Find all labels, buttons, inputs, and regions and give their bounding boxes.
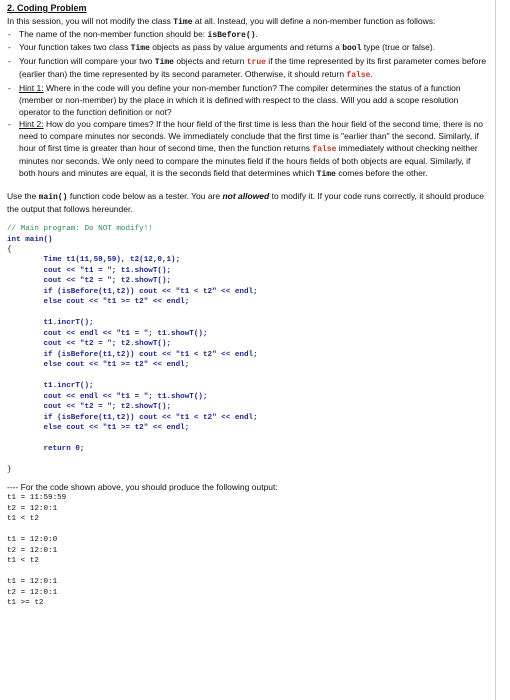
- code-line: t1.incrT();: [7, 382, 94, 391]
- list-item: [7, 118, 489, 181]
- tester-emphasis: not allowed: [222, 190, 270, 201]
- code-line: int main(): [7, 235, 53, 244]
- hint-label: Hint 2:: [19, 118, 44, 129]
- bullet-text: Your function takes two class: [19, 42, 131, 53]
- code-line: [7, 308, 489, 318]
- hint-label: Hint 1:: [19, 82, 44, 93]
- bullet-keyword: false: [346, 71, 371, 81]
- bullet-text: .: [370, 69, 373, 80]
- code-line: if (isBefore(t1,t2)) cout << "t1 < t2" << endl;: [7, 413, 258, 422]
- output-line: t1 = 11:59:59: [7, 494, 67, 503]
- code-line: return 0;: [7, 444, 85, 453]
- code-line: cout << "t2 = "; t2.showT();: [7, 403, 172, 412]
- list-item: [7, 82, 489, 118]
- tester-text: function code below as a tester. You are: [67, 190, 223, 201]
- code-line: // Main program: Do NOT modify!!: [7, 225, 153, 234]
- code-line: {: [7, 246, 12, 255]
- bullet-text: comes before the other.: [335, 168, 428, 179]
- output-line: t1 = 12:0:1: [7, 578, 58, 587]
- code-block: [7, 224, 489, 475]
- bullet-text: .: [255, 29, 258, 40]
- bullet-text: Your function will compare your two: [19, 55, 155, 66]
- code-line: cout << "t2 = "; t2.showT();: [7, 340, 172, 349]
- code-line: if (isBefore(t1,t2)) cout << "t1 < t2" << endl;: [7, 287, 258, 296]
- tester-text: to modify it. If your code runs correctly, it should produce the output that follows hereunder.: [7, 190, 485, 215]
- bullet-keyword: false: [312, 144, 337, 154]
- code-line: [7, 454, 489, 464]
- output-line: t1 < t2: [7, 515, 39, 524]
- tester-text: Use the: [7, 190, 39, 201]
- list-item: [7, 41, 489, 54]
- tester-code: main(): [38, 192, 68, 202]
- intro-text: In this session, you will not modify the class: [7, 15, 174, 26]
- code-line: else cout << "t1 >= t2" << endl;: [7, 298, 190, 307]
- list-item: [7, 55, 489, 82]
- code-line: Time t1(11,59,59), t2(12,0,1);: [7, 256, 181, 265]
- output-line: t1 = 12:0:0: [7, 536, 58, 545]
- output-line: [7, 567, 489, 577]
- bullet-text: objects and return: [173, 55, 247, 66]
- output-line: t2 = 12:0:1: [7, 588, 58, 597]
- bullet-text: immediately without checking neither minutes nor seconds. We only need to compare the minutes field if the hours fields of both objects are equal. Similarly, if both hours and minutes are equal, it is the seconds field that determines which: [19, 142, 478, 179]
- bullet-code: Time: [154, 57, 174, 67]
- bullet-text: if the time represented by its first parameter comes before (earlier than) the time represented by its second parameter. Otherwise, it should return: [19, 55, 487, 80]
- section-title: 2. Coding Problem: [7, 3, 87, 13]
- bullet-code: Time: [316, 170, 336, 180]
- code-line: [7, 433, 489, 443]
- intro-code: Time: [173, 17, 193, 27]
- bullet-text: How do you compare times? If the hour field of the first time is less than the hour field of the second time, there is no need to compare minutes nor seconds. We immediately conclude that the first time is "earlier than" the second. Similarly, if hour of first time is greater than hour of second time, then the function returns: [19, 118, 483, 153]
- intro-paragraph: [7, 15, 489, 28]
- bullet-keyword: true: [246, 57, 266, 67]
- code-line: }: [7, 465, 12, 474]
- code-line: if (isBefore(t1,t2)) cout << "t1 < t2" << endl;: [7, 350, 258, 359]
- code-line: else cout << "t1 >= t2" << endl;: [7, 361, 190, 370]
- bullet-text: The name of the non-member function should be:: [19, 29, 208, 40]
- output-intro: ---- For the code shown above, you should produce the following output:: [7, 482, 278, 493]
- bullet-text: objects as pass by value arguments and returns a: [149, 42, 343, 53]
- intro-tail: at all. Instead, you will define a non-member function as follows:: [192, 15, 436, 26]
- code-line: cout << "t2 = "; t2.showT();: [7, 277, 172, 286]
- code-line: cout << endl << "t1 = "; t1.showT();: [7, 392, 208, 401]
- requirements-list: [7, 28, 489, 181]
- code-line: t1.incrT();: [7, 319, 94, 328]
- bullet-text: type (true or false).: [361, 42, 436, 53]
- code-line: cout << "t1 = "; t1.showT();: [7, 266, 172, 275]
- output-line: t1 >= t2: [7, 599, 44, 608]
- bullet-code: Time: [130, 44, 150, 54]
- output-line: t2 = 12:0:1: [7, 546, 58, 555]
- bullet-text: Where in the code will you define your non-member function? The compiler determines the status of a function (member or non-member) by the place in which it is defined with respect to the class. Will you add a scope resolution operator to the function definition or not?: [19, 82, 461, 117]
- output-line: t2 = 12:0:1: [7, 504, 58, 513]
- output-line: [7, 525, 489, 535]
- tester-paragraph: [7, 190, 489, 215]
- bullet-code: bool: [342, 44, 362, 54]
- output-line: t1 < t2: [7, 557, 39, 566]
- code-line: else cout << "t1 >= t2" << endl;: [7, 423, 190, 432]
- list-item: [7, 28, 489, 41]
- code-line: [7, 371, 489, 381]
- code-line: cout << endl << "t1 = "; t1.showT();: [7, 329, 208, 338]
- bullet-code: isBefore(): [207, 31, 256, 41]
- output-block: [7, 493, 489, 608]
